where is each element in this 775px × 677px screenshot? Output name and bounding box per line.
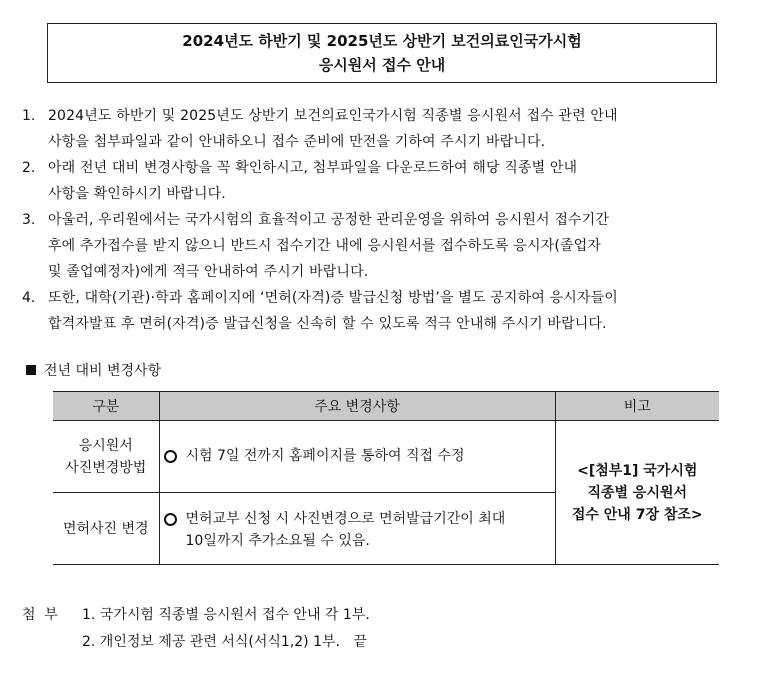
- paragraph-number: 1.: [22, 108, 36, 124]
- attachment-item: 1. 국가시험 직종별 응시원서 접수 안내 각 1부.: [82, 607, 370, 623]
- hollow-circle-bullet-icon: [164, 450, 177, 463]
- change-cell: [159, 421, 555, 493]
- header-changes: 주요 변경사항: [159, 392, 555, 421]
- black-square-icon: [26, 365, 36, 375]
- header-note: 비고: [555, 392, 719, 421]
- category-cell: [53, 493, 159, 565]
- document-title-line1: 2024년도 하반기 및 2025년도 상반기 보건의료인국가시험: [182, 32, 582, 50]
- attachment-item: 2. 개인정보 제공 관련 서식(서식1,2) 1부. 끝: [82, 634, 367, 650]
- paragraph-line: 또한, 대학(기관)·학과 홈페이지에 ‘면허(자격)증 발급신청 방법’을 별도 공지하여 응시자들이: [48, 290, 618, 306]
- paragraph-line: 사항을 첨부파일과 같이 안내하오니 접수 준비에 만전을 기하여 주시기 바랍니다.: [48, 134, 546, 150]
- paragraph-line: 및 졸업예정자)에게 적극 안내하여 주시기 바랍니다.: [48, 264, 369, 280]
- section-heading: [26, 360, 161, 380]
- paragraph-3: [22, 207, 744, 285]
- category-cell: [53, 421, 159, 493]
- paragraph-line: 사항을 확인하시기 바랍니다.: [48, 186, 226, 202]
- attachments: [22, 602, 370, 656]
- paragraph-number: 4.: [22, 290, 36, 306]
- change-line: 10일까지 추가소요될 수 있음.: [185, 533, 370, 549]
- header-category: 구분: [53, 392, 159, 421]
- attachments-label: 첨 부: [22, 607, 58, 623]
- note-line: 직종별 응시원서: [587, 484, 688, 501]
- hollow-circle-bullet-icon: [164, 513, 177, 526]
- change-line: 면허교부 신청 시 사진변경으로 면허발급기간이 최대: [185, 511, 506, 527]
- note-line: <[첨부1] 국가시험: [577, 462, 698, 479]
- change-cell: [159, 493, 555, 565]
- paragraph-2: [22, 155, 744, 207]
- paragraph-line: 아래 전년 대비 변경사항을 꼭 확인하시고, 첨부파일을 다운로드하여 해당 직종별 안내: [48, 160, 578, 176]
- note-line: 접수 안내 7장 참조>: [571, 506, 703, 523]
- notice-paragraphs: [22, 103, 744, 337]
- paragraph-line: 아울러, 우리원에서는 국가시험의 효율적이고 공정한 관리운영을 위하여 응시원서 접수기간: [48, 212, 610, 228]
- category-line: 면허사진 변경: [62, 520, 149, 537]
- category-line: 사진변경방법: [65, 459, 147, 476]
- category-line: 응시원서: [78, 437, 133, 454]
- paragraph-1: [22, 103, 744, 155]
- note-cell: [555, 421, 719, 565]
- document-title-box: [47, 23, 717, 83]
- change-line: 시험 7일 전까지 홈페이지를 통하여 직접 수정: [185, 448, 465, 464]
- paragraph-number: 2.: [22, 160, 36, 176]
- section-heading-text: 전년 대비 변경사항: [44, 363, 162, 379]
- changes-table: [53, 391, 719, 565]
- paragraph-4: [22, 285, 744, 337]
- paragraph-number: 3.: [22, 212, 36, 228]
- paragraph-line: 2024년도 하반기 및 2025년도 상반기 보건의료인국가시험 직종별 응시원서 접수 관련 안내: [48, 108, 618, 124]
- paragraph-line: 합격자발표 후 면허(자격)증 발급신청을 신속히 할 수 있도록 적극 안내해 주시기 바랍니다.: [48, 316, 607, 332]
- table-header-row: [53, 392, 719, 421]
- document-title-line2: 응시원서 접수 안내: [318, 56, 446, 74]
- paragraph-line: 후에 추가접수를 받지 않으니 반드시 접수기간 내에 응시원서를 접수하도록 응시자(졸업자: [48, 238, 601, 254]
- table-row: [53, 421, 719, 493]
